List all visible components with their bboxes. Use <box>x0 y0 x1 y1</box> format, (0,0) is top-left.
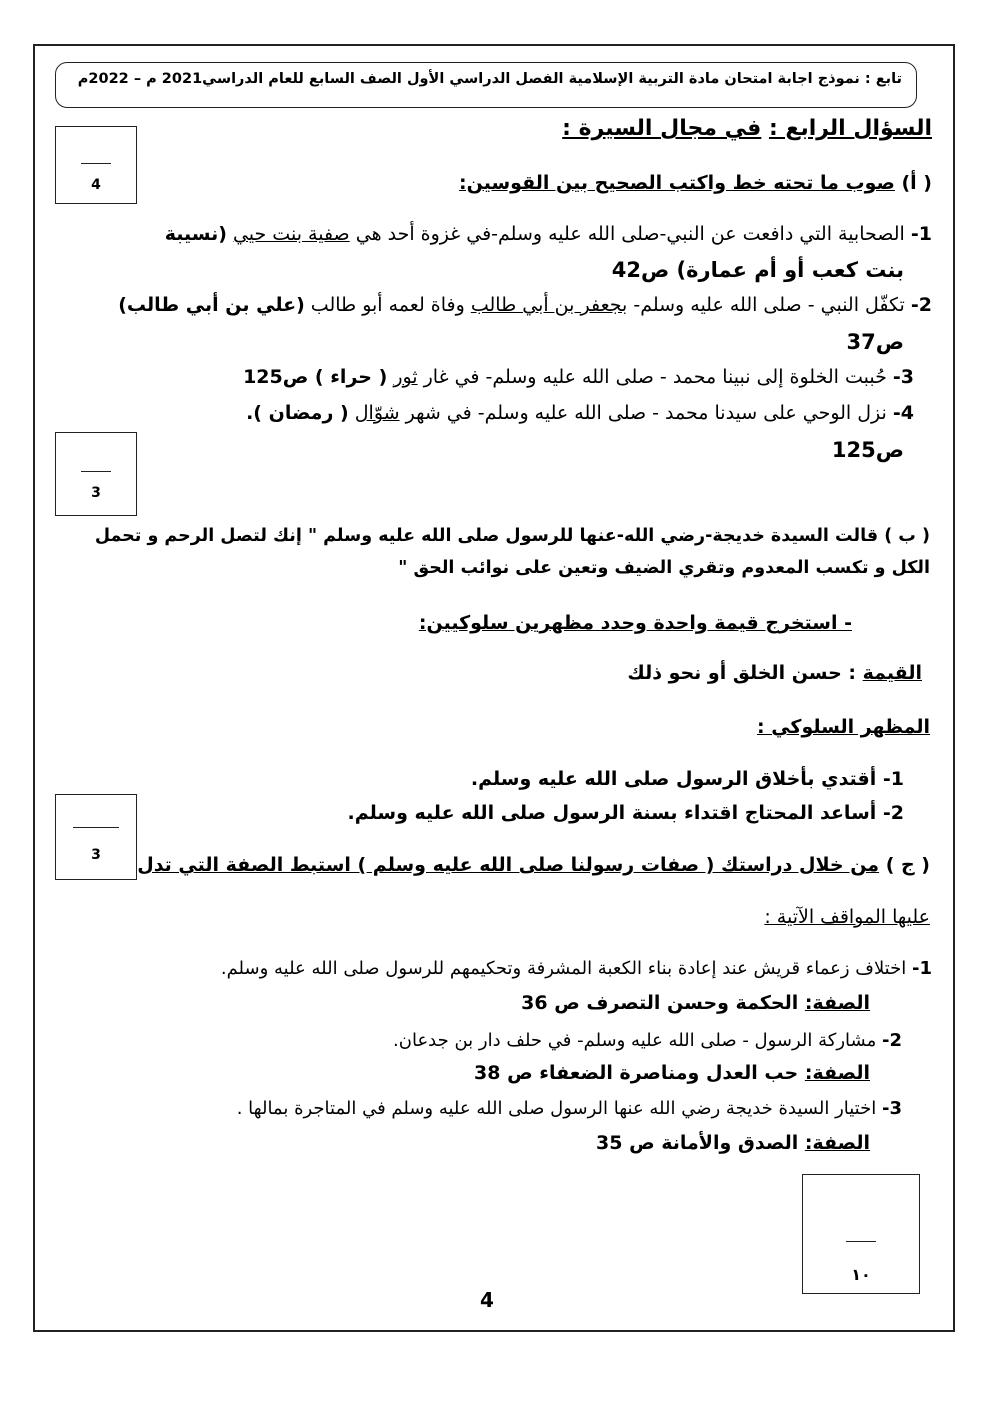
part-b-behavior-label <box>757 716 930 738</box>
trait-label: الصفة: <box>804 1132 870 1154</box>
part-a-item-3 <box>243 366 914 388</box>
behavior-label: المظهر السلوكي : <box>756 716 930 738</box>
item-answer-cont: ص37 <box>846 330 904 354</box>
item-number: 2- <box>910 294 932 316</box>
part-b-quote-text: الكل و تكسب المعدوم وتقري الضيف وتعين على نوائب الحق " <box>398 558 930 578</box>
part-a-item-1-cont <box>612 258 904 282</box>
trait-label: الصفة: <box>804 1062 870 1084</box>
page-number: 4 <box>480 1288 494 1312</box>
score-value: 3 <box>91 847 101 863</box>
question-title <box>562 116 932 141</box>
item-number: 2- <box>881 1030 902 1051</box>
behavior-item: 2- أساعد المحتاج اقتداء بسنة الرسول صلى الله عليه وسلم. <box>347 802 904 824</box>
item-answer-cont: بنت كعب أو أم عمارة) ص42 <box>611 258 904 282</box>
part-b-quote-1 <box>95 526 930 546</box>
part-c-instruction-2 <box>764 906 930 928</box>
score-value: 3 <box>91 485 101 501</box>
item-underlined: ثور <box>393 366 418 388</box>
item-number: 1- <box>910 223 932 245</box>
score-value: 4 <box>91 177 101 193</box>
item-underlined: شوّال <box>354 402 400 424</box>
item-number: 4- <box>892 402 914 424</box>
part-b-value <box>627 662 922 684</box>
item-text: مشاركة الرسول - صلى الله عليه وسلم- في حلف دار بن جدعان. <box>393 1030 877 1051</box>
item-text-end: وفاة لعمه أبو طالب <box>304 294 471 316</box>
item-underlined: بجعفر بن أبي طالب <box>470 294 628 316</box>
part-b-task-text: - استخرج قيمة واحدة وحدد مظهرين سلوكيين: <box>418 612 852 634</box>
item-number: 3- <box>892 366 914 388</box>
part-a-instruction <box>459 172 932 194</box>
part-a-item-1 <box>165 223 932 245</box>
score-box-part-b <box>55 432 137 516</box>
score-box-total <box>802 1174 920 1294</box>
part-c-item-3-trait <box>596 1132 870 1154</box>
question-label: السؤال الرابع : <box>768 116 932 141</box>
item-answer: (نسيبة <box>164 223 227 245</box>
item-text: نزل الوحي على سيدنا محمد - صلى الله عليه وسلم- في شهر <box>399 402 887 424</box>
score-box-part-a <box>55 126 137 204</box>
part-c-item-2 <box>393 1030 902 1051</box>
trait-label: الصفة: <box>804 992 870 1014</box>
trait-answer: الحكمة وحسن التصرف ص 36 <box>521 992 805 1014</box>
part-b-label: ( ب ) <box>884 526 930 546</box>
score-value: ١٠ <box>851 1265 871 1284</box>
item-text: اختيار السيدة خديجة رضي الله عنها الرسول صلى الله عليه وسلم في المتاجرة بمالها . <box>236 1098 877 1119</box>
item-text: اختلاف زعماء قريش عند إعادة بناء الكعبة المشرفة وتحكيمهم للرسول صلى الله عليه وسلم. <box>220 958 907 979</box>
question-field: في مجال السيرة : <box>562 116 762 141</box>
part-c-item-2-trait <box>474 1062 870 1084</box>
part-c-instruction-1 <box>137 854 930 876</box>
part-a-item-2-cont <box>847 330 904 354</box>
part-a-item-4-cont <box>832 438 904 462</box>
part-b-behavior-1 <box>471 768 904 790</box>
behavior-item: 1- أقتدي بأخلاق الرسول صلى الله عليه وسلم. <box>470 768 904 790</box>
value-answer: : حسن الخلق أو نحو ذلك <box>627 662 863 684</box>
part-c-item-1 <box>221 958 932 979</box>
item-answer-cont: ص125 <box>831 438 904 462</box>
value-label: القيمة <box>862 662 922 684</box>
item-answer: ( حراء ) ص125 <box>243 366 388 388</box>
item-underlined: صفية بنت حيي <box>232 223 350 245</box>
part-b-task <box>419 612 852 634</box>
item-text: تكفّل النبي - صلى الله عليه وسلم- <box>627 294 905 316</box>
part-b-quote-text: قالت السيدة خديجة-رضي الله-عنها للرسول صلى الله عليه وسلم " إنك لتصل الرحم و تحمل <box>94 526 879 546</box>
trait-answer: الصدق والأمانة ص 35 <box>596 1132 805 1154</box>
part-c-label: ( ج ) <box>885 854 930 876</box>
part-a-item-4 <box>246 402 914 424</box>
part-a-text: صوب ما تحته خط واكتب الصحيح بين القوسين: <box>459 172 895 194</box>
part-b-behavior-2 <box>348 802 904 824</box>
exam-header <box>55 62 917 108</box>
item-answer: (علي بن أبي طالب) <box>118 294 305 316</box>
part-c-text: عليها المواقف الآتية : <box>764 906 930 928</box>
trait-answer: حب العدل ومناصرة الضعفاء ص 38 <box>474 1062 805 1084</box>
part-c-text: من خلال دراستك ( صفات رسولنا صلى الله عليه وسلم ) استبط الصفة التي تدل <box>137 854 880 876</box>
part-b-quote-2 <box>398 558 930 578</box>
item-number: 3- <box>881 1098 902 1119</box>
part-a-item-2 <box>118 294 932 316</box>
score-box-part-c <box>55 794 137 880</box>
part-c-item-3 <box>237 1098 902 1119</box>
part-a-label: ( أ) <box>901 172 932 194</box>
item-text: الصحابية التي دافعت عن النبي-صلى الله عليه وسلم-في غزوة أحد هي <box>349 223 905 245</box>
item-text: حُببت الخلوة إلى نبينا محمد - صلى الله عليه وسلم- في غار <box>417 366 887 388</box>
item-answer: ( رمضان ). <box>246 402 349 424</box>
header-text: تابع : نموذج اجابة امتحان مادة التربية الإسلامية الفصل الدراسي الأول الصف السابع للعام الدراسي2021 م – 2022م <box>77 71 902 87</box>
item-number: 1- <box>911 958 932 979</box>
part-c-item-1-trait <box>521 992 870 1014</box>
